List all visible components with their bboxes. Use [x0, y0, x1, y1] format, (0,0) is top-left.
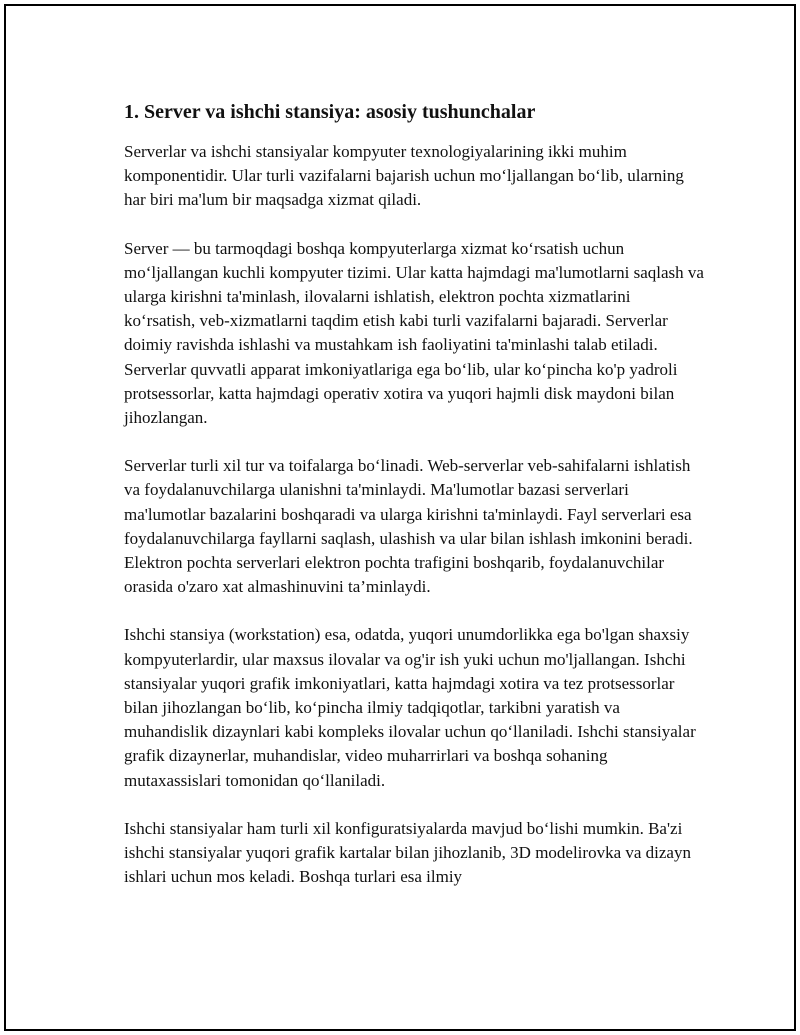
document-body [124, 98, 704, 913]
paragraph-workstation-configurations: Ishchi stansiyalar ham turli xil konfiguratsiyalarda mavjud bo‘lishi mumkin. Ba'zi ishchi stansiyalar yuqori grafik kartalar bilan jihozlanib, 3D modelirovka va dizayn ishlari uchun mos keladi. Boshqa turlari esa ilmiy [124, 818, 691, 887]
paragraph-server-types: Serverlar turli xil tur va toifalarga bo‘linadi. Web-serverlar veb-sahifalarni ishlatish va foydalanuvchilarga ulanishni ta'minlaydi. Ma'lumotlar bazasi serverlari ma'lumotlar bazalarini boshqaradi va ularga kirishni ta'minlaydi. Fayl serverlari esa foydalanuvchilarga fayllarni saqlash, ulashish va ular bilan ishlash imkonini beradi. Elektron pochta serverlari elektron pochta trafigini boshqarib, foydalanuvchilar orasida o'zaro xat almashinuvini ta’minlaydi. [124, 456, 693, 597]
paragraph-intro: Serverlar va ishchi stansiyalar kompyuter texnologiyalarining ikki muhim komponentidir. Ular turli vazifalarni bajarish uchun mo‘ljallangan bo‘lib, ularning har biri ma'lum bir maqsadga xizmat qiladi. [124, 142, 684, 210]
page-frame [4, 4, 796, 1031]
paragraph-workstation-definition: Ishchi stansiya (workstation) esa, odatda, yuqori unumdorlikka ega bo'lgan shaxsiy kompyuterlardir, ular maxsus ilovalar va og'ir ish yuki uchun mo'ljallangan. Ishchi stansiyalar yuqori grafik imkoniyatlari, katta hajmdagi xotira va tez protsessorlar bilan jihozlangan bo‘lib, ko‘pincha ilmiy tadqiqotlar, tarkibni yaratish va muhandislik dizaynlari kabi kompleks ilovalar uchun qo‘llaniladi. Ishchi stansiyalar grafik dizaynerlar, muhandislar, video muharrirlari va boshqa sohaning mutaxassislari tomonidan qo‘llaniladi. [124, 625, 696, 790]
paragraph-server-definition: Server — bu tarmoqdagi boshqa kompyuterlarga xizmat ko‘rsatish uchun mo‘ljallangan kuchli kompyuter tizimi. Ular katta hajmdagi ma'lumotlarni saqlash va ularga kirishni ta'minlash, ilovalarni ishlatish, elektron pochta xizmatlarini ko‘rsatish, veb-xizmatlarni taqdim etish kabi turli vazifalarni bajaradi. Serverlar doimiy ravishda ishlashi va mustahkam ish faoliyatini ta'minlashi talab etiladi. Serverlar quvvatli apparat imkoniyatlariga ega bo‘lib, ular ko‘pincha ko'p yadroli protsessorlar, katta hajmdagi operativ xotira va yuqori hajmli disk maydoni bilan jihozlangan. [124, 238, 704, 428]
section-heading: 1. Server va ishchi stansiya: asosiy tushunchalar [124, 101, 536, 123]
